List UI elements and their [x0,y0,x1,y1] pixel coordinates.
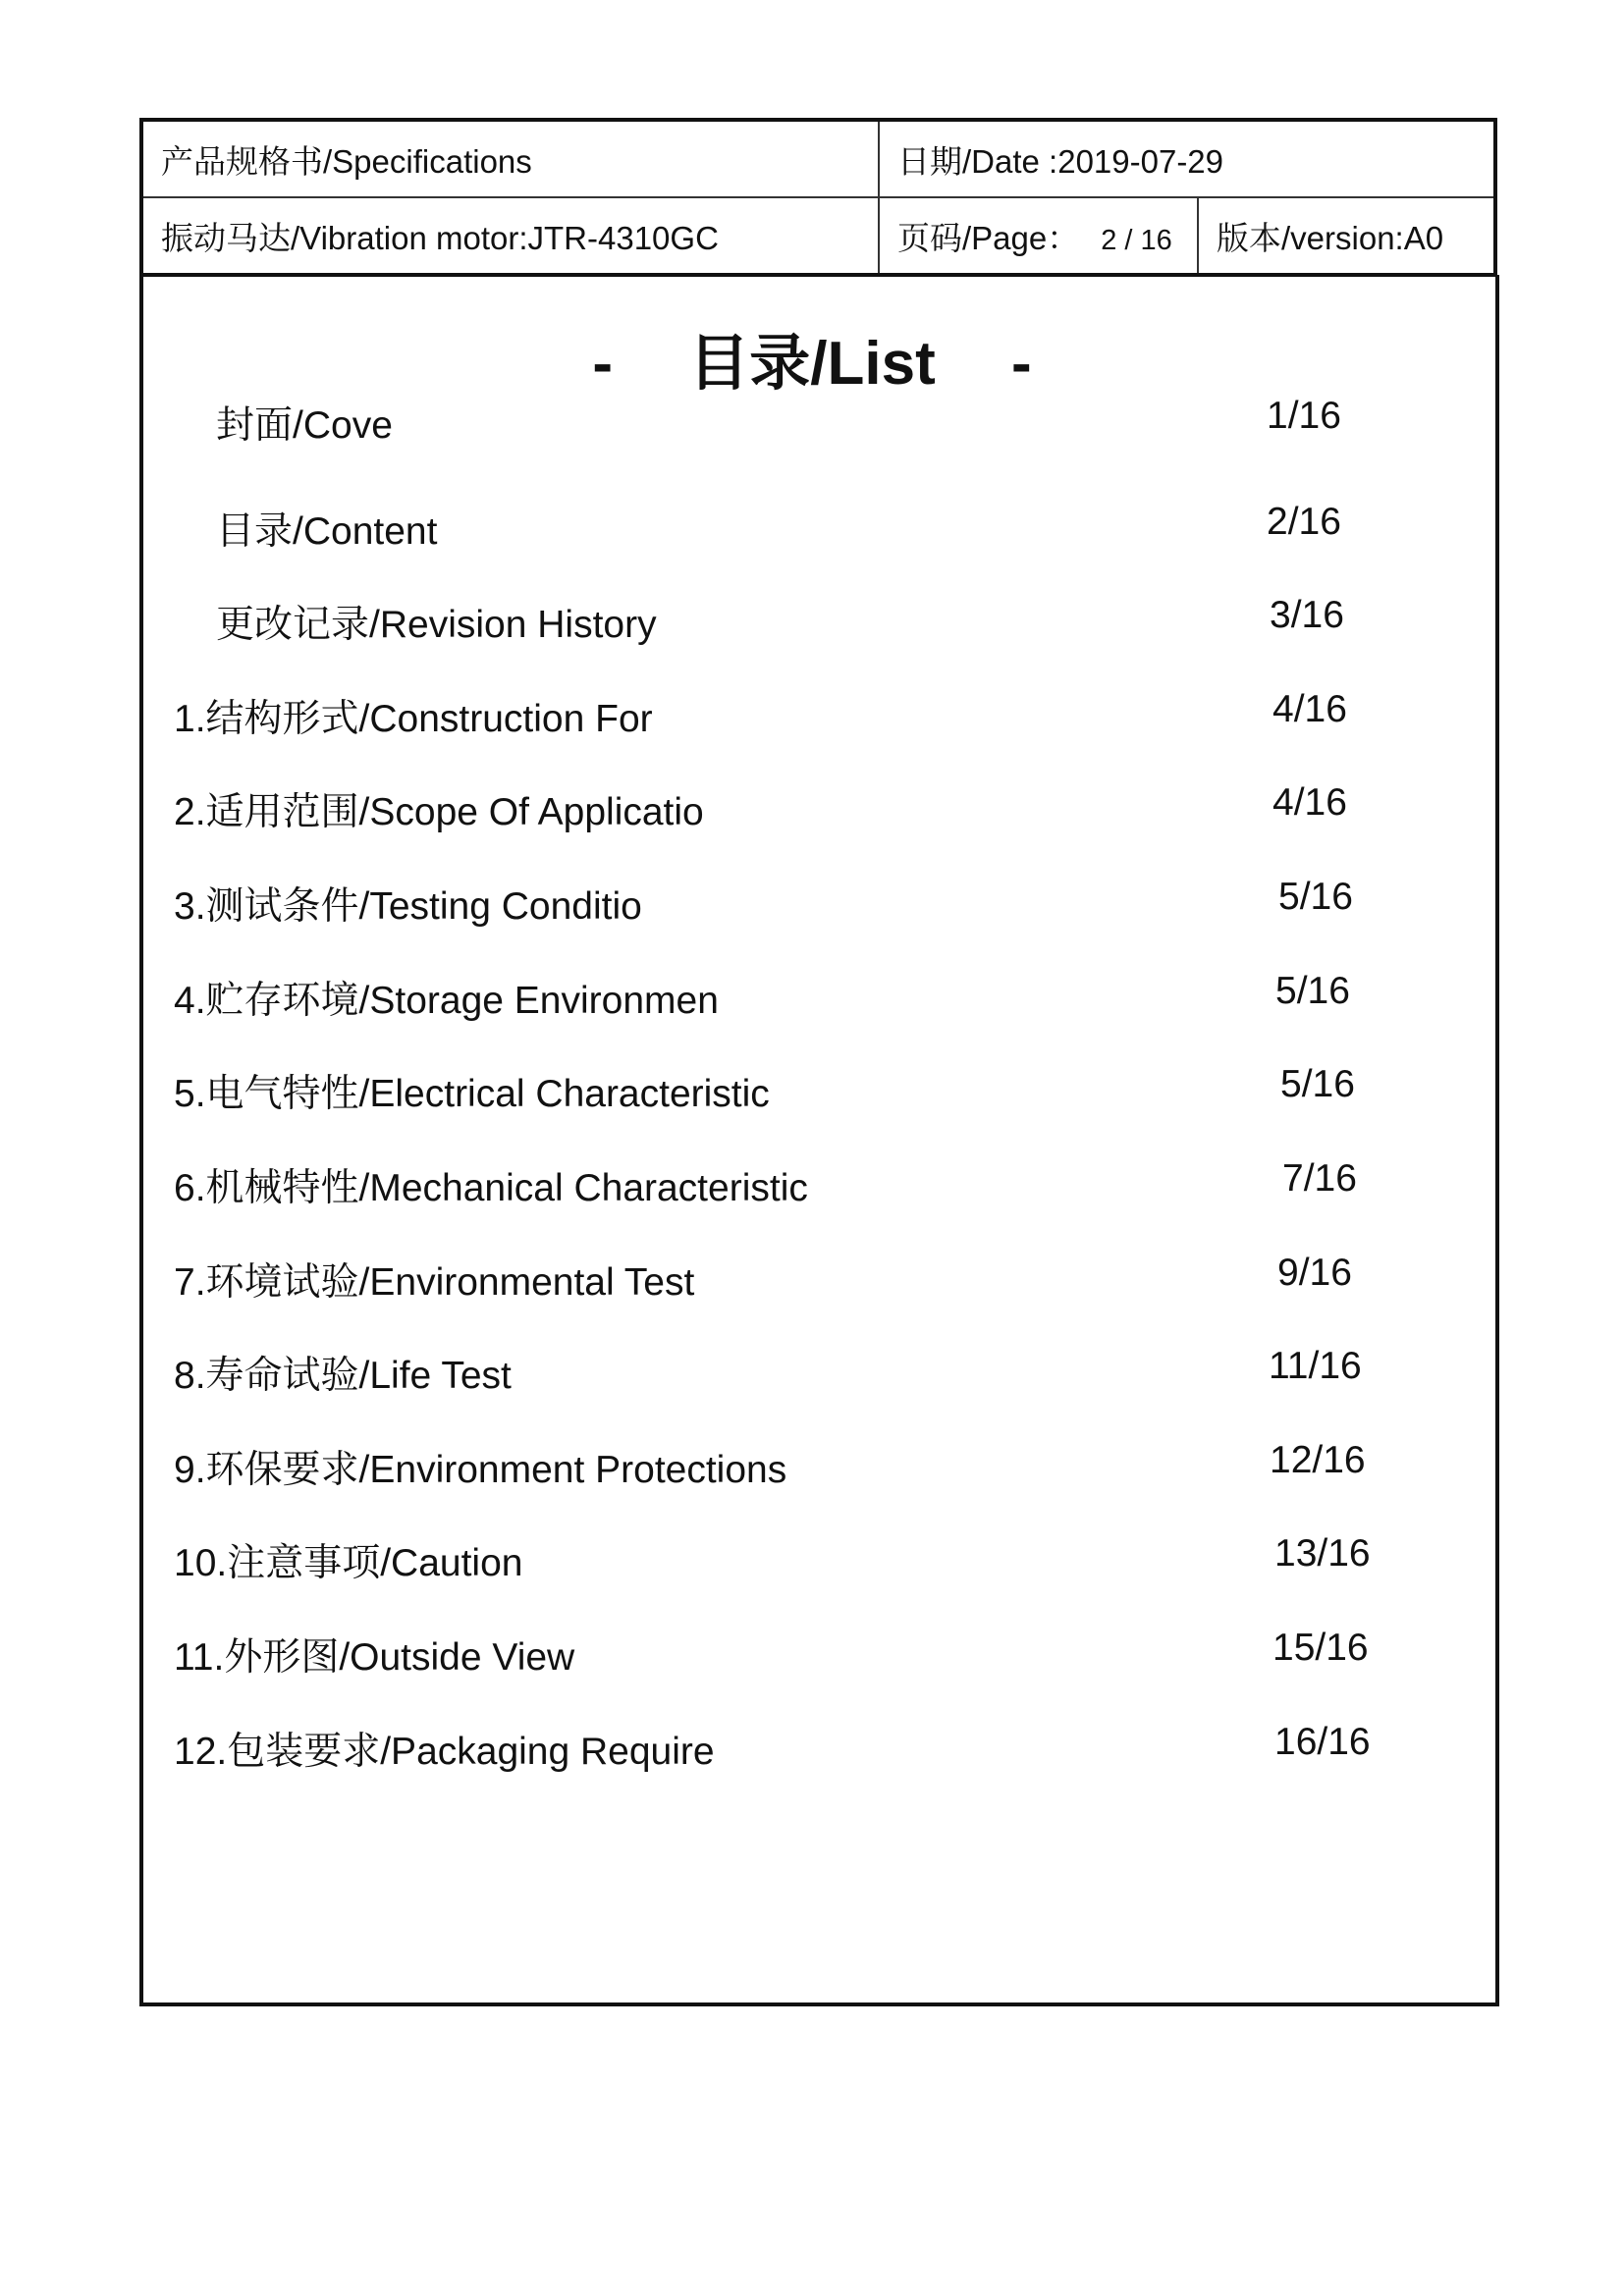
toc-item-page: 5/16 [1275,970,1350,1012]
toc-item-page: 4/16 [1272,688,1347,730]
toc-item-label: 11.外形图/Outside View [174,1636,575,1679]
toc-item-page: 11/16 [1269,1345,1362,1387]
toc-item-label: 8.寿命试验/Life Test [174,1355,512,1397]
toc-item-page: 1/16 [1267,395,1341,437]
toc-row [0,1439,1624,1498]
toc-title [0,314,1624,401]
toc-row [0,594,1624,653]
toc-item-page: 3/16 [1270,594,1344,636]
toc-item-label: 12.包装要求/Packaging Require [174,1731,715,1773]
toc-row [0,1157,1624,1216]
title-dash-right: - [1010,330,1032,398]
toc-item-label: 6.机械特性/Mechanical Characteristic [174,1167,808,1209]
toc-item-label: 5.电气特性/Electrical Characteristic [174,1073,770,1115]
toc-item-label: 7.环境试验/Environmental Test [174,1261,695,1304]
toc-row [0,1627,1624,1685]
toc-title-text: 目录/List [688,330,936,398]
toc-item-label: 1.结构形式/Construction For [174,698,653,740]
toc-row [0,395,1624,454]
toc-row [0,970,1624,1029]
toc-row [0,1532,1624,1591]
toc-item-label: 10.注意事项/Caution [174,1542,523,1584]
page-cell [879,197,1198,275]
toc-item-page: 5/16 [1278,876,1353,918]
page-label: 页码/Page： [897,219,1080,256]
toc-item-page: 2/16 [1267,501,1341,543]
version-cell: 版本/version:A0 [1198,197,1495,275]
spec-header-table [139,118,1497,277]
product-cell: 振动马达/Vibration motor:JTR-4310GC [141,197,879,275]
toc-item-page: 15/16 [1272,1627,1369,1669]
toc-item-label: 3.测试条件/Testing Conditio [174,885,642,928]
toc-item-label: 2.适用范围/Scope Of Applicatio [174,791,704,833]
toc-item-page: 7/16 [1282,1157,1357,1200]
toc-item-label: 更改记录/Revision History [216,604,657,646]
toc-item-label: 封面/Cove [216,404,393,447]
title-dash-left: - [592,330,614,398]
toc-item-label: 9.环保要求/Environment Protections [174,1449,787,1491]
toc-row [0,1345,1624,1404]
toc-item-page: 16/16 [1274,1721,1371,1763]
page-number: 2 / 16 [1101,224,1172,256]
date-cell: 日期/Date :2019-07-29 [879,120,1495,197]
toc-row [0,1721,1624,1780]
toc-item-page: 9/16 [1277,1252,1352,1294]
toc-item-page: 13/16 [1274,1532,1371,1575]
toc-row [0,1063,1624,1122]
toc-item-page: 12/16 [1270,1439,1366,1481]
toc-item-label: 4.贮存环境/Storage Environmen [174,980,719,1022]
toc-row [0,501,1624,560]
toc-item-label: 目录/Content [216,510,438,553]
toc-row [0,688,1624,747]
toc-row [0,876,1624,934]
toc-row [0,1252,1624,1310]
toc-row [0,781,1624,840]
toc-item-page: 4/16 [1272,781,1347,824]
spec-title-cell: 产品规格书/Specifications [141,120,879,197]
toc-item-page: 5/16 [1280,1063,1355,1105]
